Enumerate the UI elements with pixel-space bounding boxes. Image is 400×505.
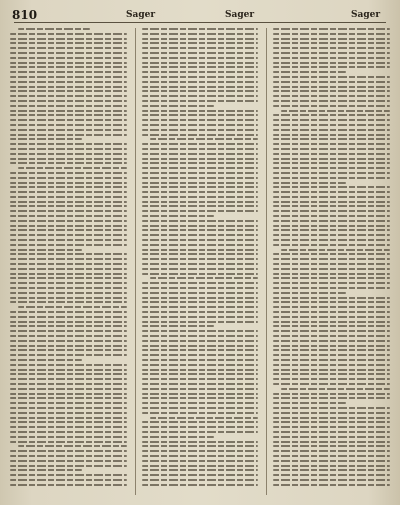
- text-line-placeholder: [10, 373, 127, 375]
- text-line-placeholder: [273, 153, 390, 155]
- text-line-placeholder: [10, 436, 127, 438]
- text-line-placeholder: [10, 119, 127, 121]
- text-line-placeholder: [10, 321, 127, 323]
- text-line-placeholder: [273, 234, 390, 236]
- text-line-placeholder: [142, 201, 259, 203]
- text-line-placeholder: [142, 239, 259, 241]
- text-line-placeholder: [18, 28, 90, 30]
- text-line-placeholder: [273, 397, 390, 399]
- text-line-placeholder: [273, 201, 390, 203]
- text-line-placeholder: [10, 114, 127, 116]
- text-line-placeholder: [10, 354, 127, 356]
- text-line-placeholder: [142, 393, 259, 395]
- text-line-placeholder: [273, 455, 390, 457]
- text-line-placeholder: [142, 354, 259, 356]
- text-line-placeholder: [273, 244, 390, 246]
- text-line-placeholder: [273, 383, 390, 385]
- text-line-placeholder: [142, 95, 259, 97]
- text-line-placeholder: [10, 340, 127, 342]
- text-line-placeholder: [142, 421, 259, 423]
- text-line-placeholder: [142, 445, 259, 447]
- text-line-placeholder: [273, 465, 390, 467]
- text-line-placeholder: [150, 138, 259, 140]
- text-line-placeholder: [142, 388, 259, 390]
- text-line-placeholder: [273, 225, 390, 227]
- text-line-placeholder: [142, 345, 259, 347]
- text-line-placeholder: [10, 402, 127, 404]
- text-line-placeholder: [273, 484, 390, 486]
- text-line-placeholder: [10, 129, 127, 131]
- text-line-placeholder: [273, 345, 390, 347]
- text-column-right: [266, 28, 390, 495]
- text-line-placeholder: [142, 407, 259, 409]
- text-line-placeholder: [273, 349, 390, 351]
- text-line-placeholder: [273, 124, 390, 126]
- text-line-placeholder: [273, 105, 390, 107]
- text-line-placeholder: [142, 81, 259, 83]
- text-line-placeholder: [281, 388, 390, 390]
- text-line-placeholder: [273, 421, 390, 423]
- text-line-placeholder: [10, 325, 127, 327]
- text-line-placeholder: [142, 450, 259, 452]
- text-line-placeholder: [10, 474, 127, 476]
- text-line-placeholder: [142, 210, 259, 212]
- text-line-placeholder: [142, 114, 259, 116]
- text-line-placeholder: [142, 47, 259, 49]
- text-line-placeholder: [142, 167, 259, 169]
- text-line-placeholder: [142, 469, 259, 471]
- text-line-placeholder: [142, 273, 259, 275]
- text-line-placeholder: [18, 445, 127, 447]
- text-line-placeholder: [273, 167, 390, 169]
- text-line-placeholder: [273, 162, 390, 164]
- text-line-placeholder: [142, 196, 259, 198]
- text-line-placeholder: [273, 441, 390, 443]
- text-line-placeholder: [273, 57, 390, 59]
- text-line-placeholder: [273, 114, 390, 116]
- text-line-placeholder: [10, 287, 127, 289]
- text-line-placeholder: [273, 33, 390, 35]
- text-line-placeholder: [142, 177, 259, 179]
- text-line-placeholder: [142, 52, 259, 54]
- text-line-placeholder: [10, 417, 127, 419]
- text-line-placeholder: [142, 359, 259, 361]
- text-line-placeholder: [273, 143, 390, 145]
- text-line-placeholder: [10, 66, 127, 68]
- text-line-placeholder: [142, 225, 259, 227]
- text-line-placeholder: [10, 479, 127, 481]
- text-line-placeholder: [10, 277, 127, 279]
- text-line-placeholder: [273, 469, 390, 471]
- text-line-placeholder: [142, 172, 259, 174]
- text-column-middle: [135, 28, 259, 495]
- text-line-placeholder: [142, 282, 259, 284]
- text-line-placeholder: [142, 110, 259, 112]
- text-line-placeholder: [142, 455, 259, 457]
- text-line-placeholder: [142, 369, 259, 371]
- text-line-placeholder: [10, 359, 82, 361]
- text-line-placeholder: [281, 110, 390, 112]
- text-line-placeholder: [273, 95, 390, 97]
- text-line-placeholder: [142, 220, 259, 222]
- text-line-placeholder: [142, 364, 259, 366]
- text-line-placeholder: [10, 388, 127, 390]
- text-line-placeholder: [10, 110, 127, 112]
- text-line-placeholder: [273, 186, 390, 188]
- text-line-placeholder: [273, 479, 390, 481]
- text-line-placeholder: [10, 229, 127, 231]
- text-line-placeholder: [142, 158, 259, 160]
- text-line-placeholder: [142, 474, 259, 476]
- text-line-placeholder: [142, 33, 259, 35]
- text-line-placeholder: [273, 119, 390, 121]
- text-line-placeholder: [142, 134, 259, 136]
- text-line-placeholder: [273, 62, 390, 64]
- text-line-placeholder: [142, 383, 259, 385]
- text-line-placeholder: [142, 460, 259, 462]
- text-line-placeholder: [10, 33, 127, 35]
- text-line-placeholder: [142, 306, 259, 308]
- text-line-placeholder: [142, 42, 259, 44]
- text-line-placeholder: [142, 431, 259, 433]
- text-line-placeholder: [273, 282, 390, 284]
- text-line-placeholder: [10, 105, 127, 107]
- text-line-placeholder: [10, 383, 127, 385]
- text-line-placeholder: [142, 71, 259, 73]
- text-line-placeholder: [273, 258, 390, 260]
- text-line-placeholder: [273, 325, 390, 327]
- text-line-placeholder: [142, 143, 259, 145]
- text-line-placeholder: [10, 186, 127, 188]
- text-line-placeholder: [142, 301, 259, 303]
- text-line-placeholder: [10, 95, 127, 97]
- text-line-placeholder: [142, 249, 259, 251]
- text-line-placeholder: [273, 205, 390, 207]
- text-line-placeholder: [142, 100, 259, 102]
- text-line-placeholder: [10, 220, 127, 222]
- text-line-placeholder: [142, 229, 259, 231]
- text-line-placeholder: [142, 90, 259, 92]
- header-rule: [14, 22, 386, 23]
- text-line-placeholder: [150, 417, 259, 419]
- text-line-placeholder: [10, 124, 127, 126]
- text-line-placeholder: [10, 412, 127, 414]
- text-line-placeholder: [273, 277, 390, 279]
- text-line-placeholder: [273, 364, 390, 366]
- text-line-placeholder: [10, 52, 127, 54]
- text-line-placeholder: [10, 364, 127, 366]
- text-line-placeholder: [273, 292, 345, 294]
- text-line-placeholder: [142, 38, 259, 40]
- text-line-placeholder: [142, 124, 259, 126]
- text-line-placeholder: [10, 450, 127, 452]
- text-line-placeholder: [10, 465, 127, 467]
- text-line-placeholder: [10, 210, 127, 212]
- text-line-placeholder: [142, 465, 259, 467]
- text-line-placeholder: [273, 417, 390, 419]
- text-line-placeholder: [273, 431, 390, 433]
- text-line-placeholder: [273, 229, 390, 231]
- text-line-placeholder: [142, 330, 259, 332]
- text-line-placeholder: [273, 158, 390, 160]
- text-line-placeholder: [10, 196, 127, 198]
- text-line-placeholder: [10, 369, 127, 371]
- text-line-placeholder: [142, 321, 259, 323]
- text-line-placeholder: [273, 76, 390, 78]
- text-line-placeholder: [142, 335, 259, 337]
- text-line-placeholder: [281, 249, 390, 251]
- text-line-placeholder: [273, 182, 345, 184]
- text-line-placeholder: [142, 349, 259, 351]
- text-line-placeholder: [10, 182, 127, 184]
- text-line-placeholder: [10, 407, 127, 409]
- text-line-placeholder: [273, 412, 390, 414]
- text-line-placeholder: [10, 201, 127, 203]
- text-line-placeholder: [10, 86, 127, 88]
- text-line-placeholder: [10, 297, 127, 299]
- text-line-placeholder: [10, 311, 127, 313]
- text-columns: [10, 28, 390, 495]
- text-line-placeholder: [10, 47, 127, 49]
- text-line-placeholder: [273, 378, 390, 380]
- text-line-placeholder: [273, 450, 390, 452]
- text-line-placeholder: [142, 205, 259, 207]
- text-line-placeholder: [10, 484, 127, 486]
- text-line-placeholder: [142, 287, 259, 289]
- text-line-placeholder: [273, 263, 390, 265]
- text-line-placeholder: [273, 86, 390, 88]
- text-line-placeholder: [10, 71, 127, 73]
- text-line-placeholder: [142, 162, 259, 164]
- text-line-placeholder: [142, 119, 259, 121]
- text-line-placeholder: [150, 277, 259, 279]
- text-line-placeholder: [273, 253, 390, 255]
- page-number: 810: [12, 8, 38, 22]
- text-line-placeholder: [273, 426, 390, 428]
- text-line-placeholder: [10, 431, 127, 433]
- text-line-placeholder: [273, 177, 390, 179]
- text-line-placeholder: [273, 52, 390, 54]
- text-line-placeholder: [10, 292, 127, 294]
- text-line-placeholder: [273, 66, 390, 68]
- text-line-placeholder: [10, 100, 127, 102]
- text-line-placeholder: [273, 474, 390, 476]
- text-line-placeholder: [10, 143, 127, 145]
- text-line-placeholder: [10, 134, 127, 136]
- text-line-placeholder: [273, 134, 390, 136]
- text-line-placeholder: [10, 330, 127, 332]
- text-line-placeholder: [273, 42, 390, 44]
- text-line-placeholder: [10, 38, 127, 40]
- page-header: [8, 6, 392, 24]
- text-line-placeholder: [10, 205, 127, 207]
- text-line-placeholder: [142, 397, 259, 399]
- text-line-placeholder: [273, 330, 390, 332]
- text-line-placeholder: [142, 86, 259, 88]
- text-line-placeholder: [10, 268, 127, 270]
- text-line-placeholder: [142, 412, 259, 414]
- text-line-placeholder: [10, 225, 127, 227]
- text-line-placeholder: [273, 138, 390, 140]
- text-line-placeholder: [142, 244, 259, 246]
- text-line-placeholder: [142, 66, 259, 68]
- text-line-placeholder: [273, 239, 390, 241]
- text-line-placeholder: [273, 191, 390, 193]
- text-line-placeholder: [10, 378, 127, 380]
- text-line-placeholder: [142, 479, 259, 481]
- text-line-placeholder: [273, 316, 390, 318]
- text-line-placeholder: [273, 340, 390, 342]
- text-line-placeholder: [142, 215, 214, 217]
- text-line-placeholder: [10, 90, 127, 92]
- text-line-placeholder: [10, 393, 127, 395]
- text-line-placeholder: [273, 301, 390, 303]
- text-line-placeholder: [10, 455, 127, 457]
- text-line-placeholder: [273, 460, 390, 462]
- text-line-placeholder: [273, 354, 390, 356]
- text-line-placeholder: [10, 148, 127, 150]
- text-line-placeholder: [142, 57, 259, 59]
- text-line-placeholder: [142, 258, 259, 260]
- text-line-placeholder: [273, 393, 390, 395]
- text-line-placeholder: [10, 249, 82, 251]
- text-line-placeholder: [142, 234, 259, 236]
- text-line-placeholder: [142, 268, 259, 270]
- text-line-placeholder: [273, 215, 390, 217]
- text-line-placeholder: [273, 335, 390, 337]
- text-line-placeholder: [10, 81, 127, 83]
- text-line-placeholder: [142, 311, 259, 313]
- text-line-placeholder: [10, 158, 127, 160]
- text-line-placeholder: [10, 177, 127, 179]
- text-line-placeholder: [273, 47, 390, 49]
- text-line-placeholder: [273, 297, 390, 299]
- text-line-placeholder: [273, 359, 390, 361]
- text-line-placeholder: [10, 441, 127, 443]
- text-line-placeholder: [10, 138, 82, 140]
- text-line-placeholder: [10, 263, 127, 265]
- text-line-placeholder: [273, 369, 390, 371]
- text-line-placeholder: [142, 62, 259, 64]
- text-line-placeholder: [10, 426, 127, 428]
- text-line-placeholder: [10, 76, 127, 78]
- text-line-placeholder: [10, 253, 127, 255]
- text-line-placeholder: [10, 215, 127, 217]
- text-line-placeholder: [142, 402, 259, 404]
- text-line-placeholder: [273, 287, 390, 289]
- text-line-placeholder: [10, 301, 127, 303]
- text-line-placeholder: [142, 28, 259, 30]
- text-line-placeholder: [10, 460, 127, 462]
- running-head-left: Sager: [126, 10, 156, 20]
- text-column-left: [10, 28, 127, 495]
- text-line-placeholder: [273, 436, 390, 438]
- text-line-placeholder: [142, 436, 214, 438]
- text-line-placeholder: [273, 268, 390, 270]
- text-line-placeholder: [142, 325, 214, 327]
- text-line-placeholder: [142, 148, 259, 150]
- text-line-placeholder: [273, 81, 390, 83]
- text-line-placeholder: [142, 373, 259, 375]
- text-line-placeholder: [142, 105, 214, 107]
- text-line-placeholder: [10, 345, 127, 347]
- running-head-middle: Sager: [225, 10, 255, 20]
- text-line-placeholder: [273, 71, 345, 73]
- text-line-placeholder: [273, 210, 390, 212]
- text-line-placeholder: [142, 76, 259, 78]
- running-head-right: Sager: [351, 10, 381, 20]
- text-line-placeholder: [10, 273, 127, 275]
- text-line-placeholder: [10, 258, 127, 260]
- text-line-placeholder: [10, 244, 127, 246]
- text-line-placeholder: [10, 57, 127, 59]
- text-line-placeholder: [273, 100, 390, 102]
- text-line-placeholder: [273, 402, 345, 404]
- text-line-placeholder: [142, 191, 259, 193]
- text-line-placeholder: [142, 129, 259, 131]
- text-line-placeholder: [10, 42, 127, 44]
- text-line-placeholder: [10, 62, 127, 64]
- text-line-placeholder: [273, 321, 390, 323]
- text-line-placeholder: [142, 153, 259, 155]
- text-line-placeholder: [273, 196, 390, 198]
- text-line-placeholder: [10, 282, 127, 284]
- text-line-placeholder: [10, 191, 127, 193]
- text-line-placeholder: [142, 340, 259, 342]
- text-line-placeholder: [142, 253, 259, 255]
- text-line-placeholder: [142, 316, 259, 318]
- text-line-placeholder: [273, 311, 390, 313]
- text-line-placeholder: [273, 306, 390, 308]
- text-line-placeholder: [142, 441, 259, 443]
- text-line-placeholder: [10, 316, 127, 318]
- text-line-placeholder: [142, 484, 259, 486]
- text-line-placeholder: [10, 153, 127, 155]
- text-line-placeholder: [273, 90, 390, 92]
- text-line-placeholder: [18, 167, 127, 169]
- text-line-placeholder: [273, 172, 390, 174]
- text-line-placeholder: [273, 445, 390, 447]
- text-line-placeholder: [10, 469, 82, 471]
- text-line-placeholder: [273, 38, 390, 40]
- text-line-placeholder: [273, 373, 390, 375]
- text-line-placeholder: [142, 186, 259, 188]
- text-line-placeholder: [10, 162, 127, 164]
- text-line-placeholder: [10, 234, 127, 236]
- text-line-placeholder: [10, 349, 127, 351]
- text-line-placeholder: [10, 421, 127, 423]
- text-line-placeholder: [273, 148, 390, 150]
- text-line-placeholder: [273, 407, 390, 409]
- text-line-placeholder: [273, 129, 390, 131]
- text-line-placeholder: [10, 239, 127, 241]
- text-line-placeholder: [10, 335, 127, 337]
- text-line-placeholder: [142, 182, 259, 184]
- text-line-placeholder: [142, 263, 259, 265]
- text-line-placeholder: [273, 273, 390, 275]
- text-line-placeholder: [273, 28, 390, 30]
- text-line-placeholder: [18, 306, 127, 308]
- text-line-placeholder: [142, 297, 259, 299]
- text-line-placeholder: [10, 397, 127, 399]
- text-line-placeholder: [142, 292, 259, 294]
- text-line-placeholder: [273, 220, 390, 222]
- text-line-placeholder: [142, 378, 259, 380]
- text-line-placeholder: [142, 426, 259, 428]
- text-line-placeholder: [10, 172, 127, 174]
